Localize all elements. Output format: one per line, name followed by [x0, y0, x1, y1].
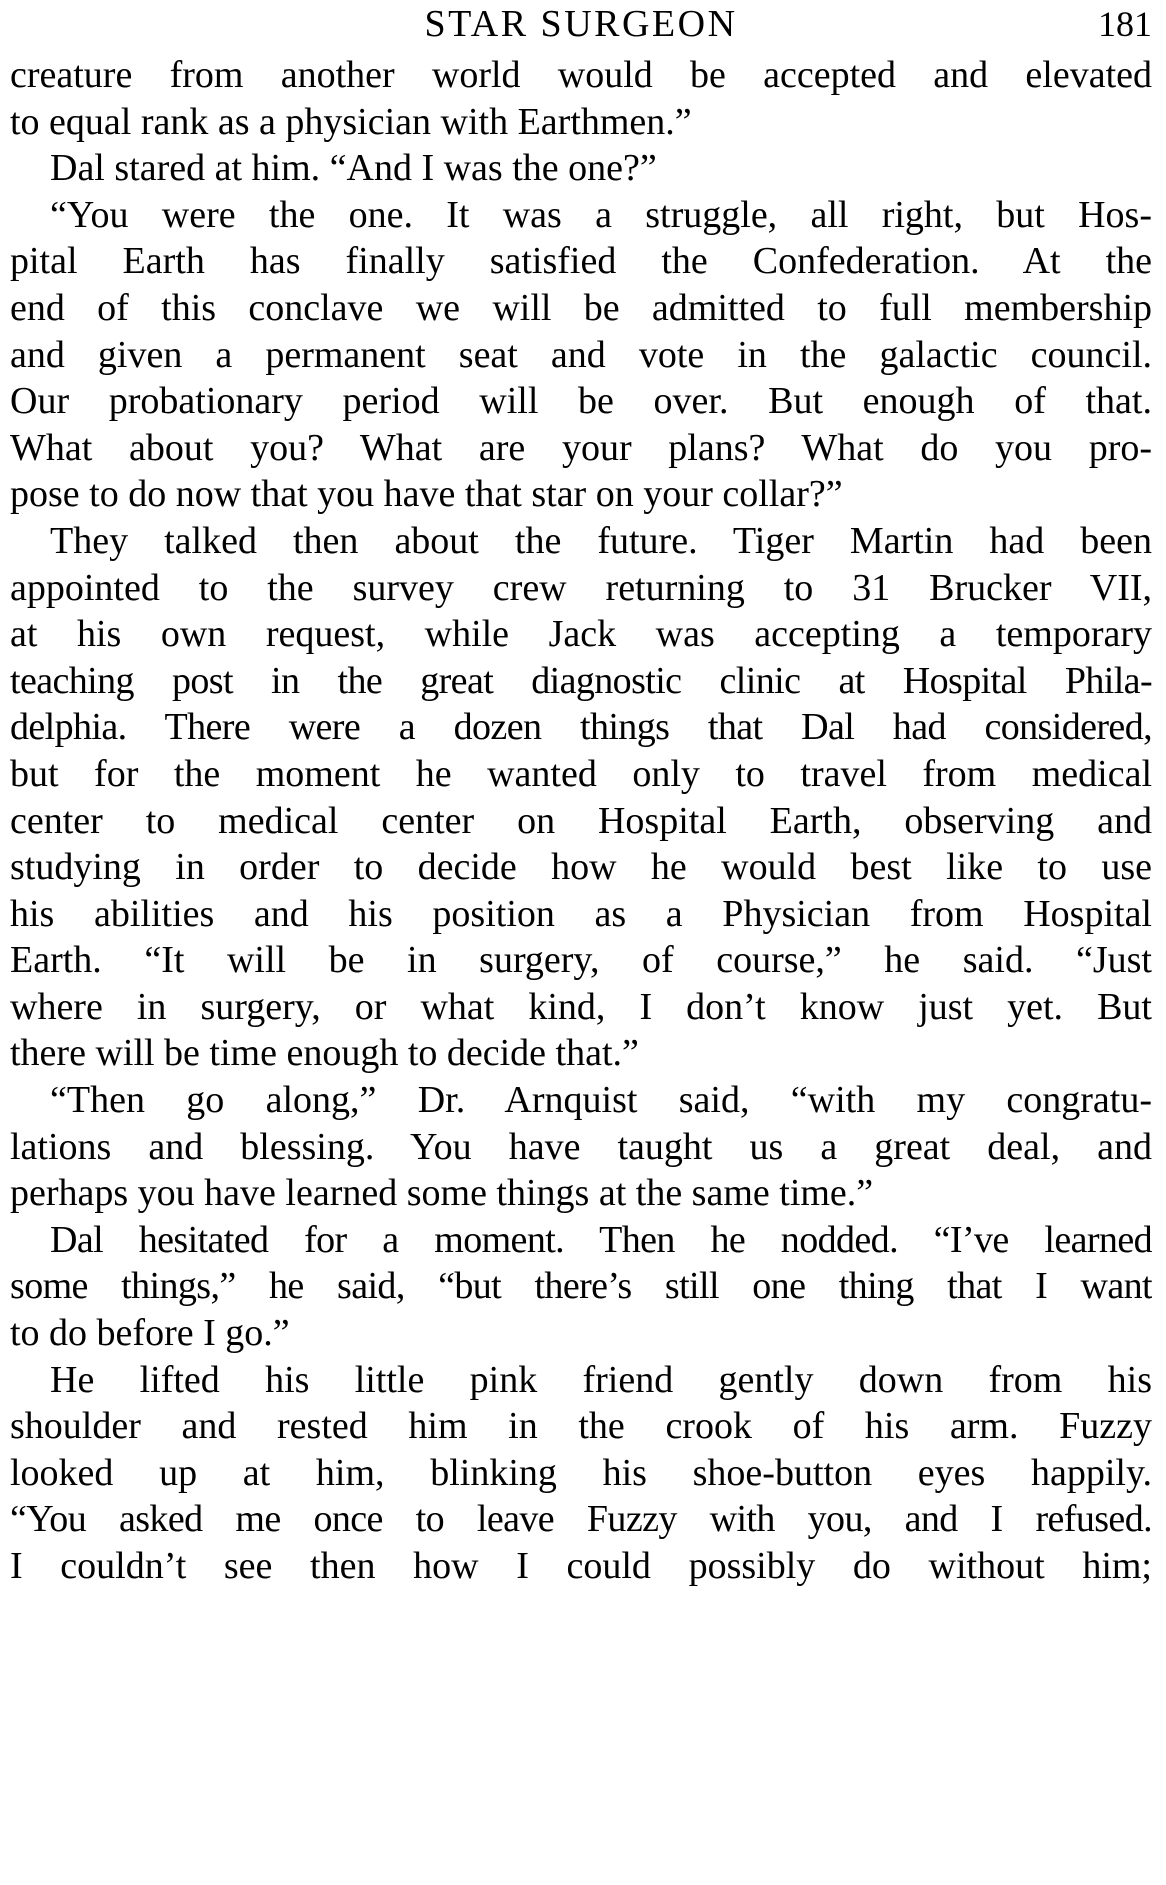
text-line: Dal stared at him. “And I was the one?”: [50, 147, 657, 190]
text-line: pose to do now that you have that star on your collar?”: [10, 473, 843, 516]
text-line: He lifted his little pink friend gently down from his: [50, 1358, 1152, 1401]
text-line: center to medical center on Hospital Earth, observing and: [10, 799, 1152, 842]
text-line: shoulder and rested him in the crook of his arm. Fuzzy: [10, 1405, 1152, 1448]
text-line: I couldn’t see then how I could possibly do without him;: [10, 1545, 1152, 1587]
running-title: STAR SURGEON: [424, 3, 738, 45]
page-header: [10, 2, 1152, 46]
text-line: and given a permanent seat and vote in the galactic council.: [10, 333, 1152, 376]
text-line: What about you? What are your plans? What do you pro-: [10, 426, 1152, 469]
text-line: lations and blessing. You have taught us a great deal, and: [10, 1125, 1152, 1168]
text-line: creature from another world would be accepted and elevated: [10, 54, 1152, 96]
text-line: there will be time enough to decide that.”: [10, 1032, 639, 1075]
text-line: end of this conclave we will be admitted to full membership: [10, 286, 1152, 329]
text-line: looked up at him, blinking his shoe-button eyes happily.: [10, 1451, 1152, 1494]
text-line: “You were the one. It was a struggle, all right, but Hos-: [50, 193, 1152, 236]
page-number: 181: [1098, 4, 1152, 44]
text-line: They talked then about the future. Tiger Martin had been: [50, 519, 1152, 562]
text-line: pital Earth has finally satisfied the Confederation. At the: [10, 240, 1152, 283]
text-line: to do before I go.”: [10, 1312, 290, 1355]
text-line: “Then go along,” Dr. Arnquist said, “with my congratu-: [50, 1079, 1152, 1122]
text-line: at his own request, while Jack was accepting a temporary: [10, 613, 1152, 656]
text-line: delphia. There were a dozen things that Dal had considered,: [10, 706, 1152, 749]
text-line: perhaps you have learned some things at the same time.”: [10, 1172, 874, 1215]
text-line: studying in order to decide how he would best like to use: [10, 846, 1152, 889]
text-line: Earth. “It will be in surgery, of course,” he said. “Just: [10, 939, 1152, 982]
text-line: Our probationary period will be over. But enough of that.: [10, 380, 1152, 423]
text-line: Dal hesitated for a moment. Then he nodded. “I’ve learned: [50, 1218, 1152, 1261]
text-line: to equal rank as a physician with Earthmen.”: [10, 100, 692, 143]
text-line: but for the moment he wanted only to travel from medical: [10, 752, 1152, 795]
text-line: his abilities and his position as a Physician from Hospital: [10, 892, 1152, 935]
text-line: “You asked me once to leave Fuzzy with you, and I refused.: [10, 1498, 1152, 1541]
text-line: some things,” he said, “but there’s still one thing that I want: [10, 1265, 1152, 1308]
body-text: [10, 52, 1152, 1590]
text-line: teaching post in the great diagnostic clinic at Hospital Phila-: [10, 659, 1152, 702]
text-line: appointed to the survey crew returning to 31 Brucker VII,: [10, 566, 1152, 609]
text-line: where in surgery, or what kind, I don’t know just yet. But: [10, 985, 1152, 1028]
